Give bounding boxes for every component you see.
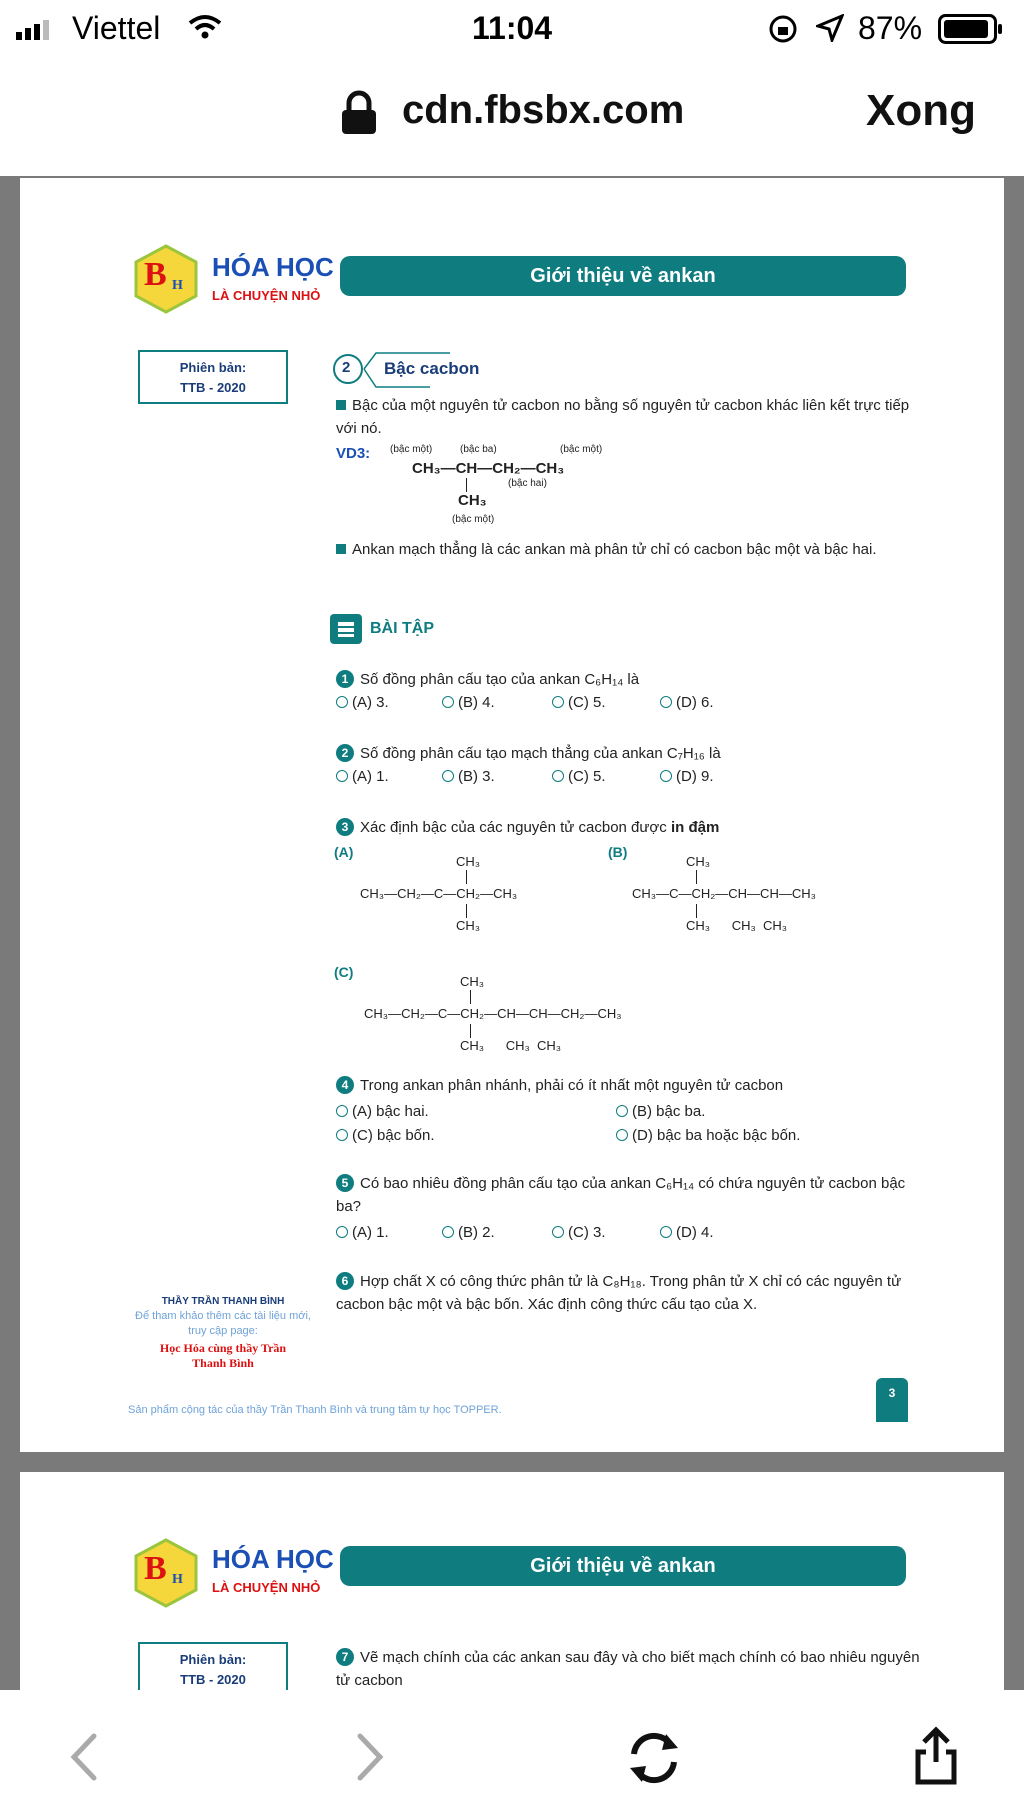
clock: 11:04 xyxy=(472,10,553,46)
q5-option-a[interactable]: (A) 1. xyxy=(336,1224,442,1241)
forward-icon[interactable] xyxy=(352,1732,388,1787)
q1-options xyxy=(336,694,760,711)
document-page-1 xyxy=(20,178,1004,1452)
question-number: 2 xyxy=(336,744,354,762)
refresh-icon[interactable] xyxy=(626,1730,682,1791)
question-text: Số đồng phân cấu tạo mạch thẳng của ankan C₇H₁₆ là xyxy=(360,745,721,762)
version-box xyxy=(138,350,288,404)
logo-letter-h: H xyxy=(172,1572,183,1587)
question-7 xyxy=(336,1646,926,1690)
q1-option-c[interactable]: (C) 5. xyxy=(552,694,660,711)
version-label: Phiên bản: xyxy=(179,360,247,375)
branch-bond xyxy=(466,478,467,492)
question-number: 4 xyxy=(336,1076,354,1094)
carrier-name: Viettel xyxy=(72,10,161,46)
q4-options xyxy=(336,1100,896,1148)
version-value: TTB - 2020 xyxy=(180,1672,246,1687)
q4-option-c[interactable]: (C) bậc bốn. xyxy=(336,1124,616,1148)
structure-b-label: (B) xyxy=(608,844,628,860)
structure-c-top: CH₃ xyxy=(460,974,485,989)
question-5 xyxy=(336,1172,926,1218)
wifi-icon xyxy=(188,14,222,45)
bond-line xyxy=(466,870,467,884)
q5-option-d[interactable]: (D) 4. xyxy=(660,1224,760,1241)
rule-1 xyxy=(336,394,920,440)
structure-c-label: (C) xyxy=(334,964,354,980)
question-4 xyxy=(336,1074,926,1097)
question-6 xyxy=(336,1270,926,1316)
q5-option-c[interactable]: (C) 3. xyxy=(552,1224,660,1241)
exercise-title: BÀI TẬP xyxy=(370,620,434,637)
question-number: 7 xyxy=(336,1648,354,1666)
logo-letter-b: B xyxy=(144,256,167,293)
rotation-lock-icon xyxy=(768,14,798,49)
document-page-2 xyxy=(20,1472,1004,1690)
question-number: 5 xyxy=(336,1174,354,1192)
question-bold-text: in đậm xyxy=(670,819,720,836)
done-button[interactable]: Xong xyxy=(866,86,976,135)
c4-degree: (bậc một) xyxy=(560,444,603,455)
structure-a-label: (A) xyxy=(334,844,354,860)
q2-option-b[interactable]: (B) 3. xyxy=(442,768,552,785)
bottom-toolbar xyxy=(0,1690,1024,1820)
page-number: 3 xyxy=(876,1378,908,1422)
bond-line xyxy=(466,904,467,918)
question-text: Xác định bậc của các nguyên tử cacbon được xyxy=(360,819,667,836)
share-icon[interactable] xyxy=(912,1724,960,1793)
question-number: 6 xyxy=(336,1272,354,1290)
structure-a-bottom: CH₃ xyxy=(456,918,481,933)
structure-b-bottom: CH₃ CH₃ CH₃ xyxy=(686,918,788,933)
q5-option-b[interactable]: (B) 2. xyxy=(442,1224,552,1241)
chapter-banner: Giới thiệu về ankan xyxy=(340,1546,906,1586)
book-icon xyxy=(330,614,362,644)
version-box xyxy=(138,1642,288,1690)
q2-option-a[interactable]: (A) 1. xyxy=(336,768,442,785)
question-1 xyxy=(336,668,639,691)
url-text[interactable]: cdn.fbsbx.com xyxy=(402,88,685,132)
author-note-text: Để tham khảo thêm các tài liệu mới, truy cập page: xyxy=(135,1310,311,1337)
brand-title: HÓA HỌC xyxy=(212,252,334,282)
battery-percent: 87% xyxy=(858,10,923,46)
facebook-page-link[interactable]: Học Hóa cùng thầy Trần Thanh Bình xyxy=(159,1341,287,1370)
main-chain: CH₃—CH—CH₂—CH₃ xyxy=(412,460,565,477)
document-viewer[interactable] xyxy=(0,176,1024,1690)
structure-c-bottom: CH₃ CH₃ CH₃ xyxy=(460,1038,562,1053)
rule-1-text: Bậc của một nguyên tử cacbon no bằng số nguyên tử cacbon khác liên kết trực tiếp với nó. xyxy=(336,397,910,437)
question-text: Trong ankan phân nhánh, phải có ít nhất một nguyên tử cacbon xyxy=(360,1077,784,1094)
question-text: Vẽ mạch chính của các ankan sau đây và cho biết mạch chính có bao nhiêu nguyên tử cacbon xyxy=(336,1649,920,1689)
q5-options xyxy=(336,1224,760,1241)
q1-option-a[interactable]: (A) 3. xyxy=(336,694,442,711)
q4-option-d[interactable]: (D) bậc ba hoặc bậc bốn. xyxy=(616,1124,896,1148)
q2-option-d[interactable]: (D) 9. xyxy=(660,768,760,785)
bond-line xyxy=(696,870,697,884)
rule-2 xyxy=(336,538,920,561)
lock-icon xyxy=(340,90,378,141)
bond-line xyxy=(470,1024,471,1038)
branch-group: CH₃ xyxy=(458,492,487,509)
branch-degree: (bậc một) xyxy=(452,514,495,525)
chapter-banner: Giới thiệu về ankan xyxy=(340,256,906,296)
version-value: TTB - 2020 xyxy=(180,380,246,395)
status-bar xyxy=(0,0,1024,56)
c1-degree: (bậc một) xyxy=(390,444,433,455)
bullet-icon xyxy=(336,400,346,410)
structure-a-top: CH₃ xyxy=(456,854,481,869)
logo-letter-b: B xyxy=(144,1550,167,1587)
question-2 xyxy=(336,742,721,765)
structure-c-chain: CH₃—CH₂—C—CH₂—CH—CH—CH₂—CH₃ xyxy=(364,1006,622,1021)
question-text: Hợp chất X có công thức phân tử là C₈H₁₈. Trong phân tử X chỉ có các nguyên tử cacbon bậc một và bậc bốn. Xác định công thức cấu tạo của X. xyxy=(336,1273,902,1313)
question-3 xyxy=(336,816,719,839)
question-text: Có bao nhiêu đồng phân cấu tạo của ankan C₆H₁₄ có chứa nguyên tử cacbon bậc ba? xyxy=(336,1175,906,1215)
q2-options xyxy=(336,768,760,785)
bullet-icon xyxy=(336,544,346,554)
brand-title: HÓA HỌC xyxy=(212,1544,334,1574)
brand-subtitle: LÀ CHUYỆN NHỎ xyxy=(212,288,321,303)
logo-icon xyxy=(134,244,198,314)
logo-letter-h: H xyxy=(172,278,183,293)
brand-subtitle: LÀ CHUYỆN NHỎ xyxy=(212,1580,321,1595)
logo-icon xyxy=(134,1538,198,1608)
back-icon[interactable] xyxy=(66,1732,102,1787)
q1-option-d[interactable]: (D) 6. xyxy=(660,694,760,711)
q4-option-b[interactable]: (B) bậc ba. xyxy=(616,1100,896,1124)
author-name: THẦY TRẦN THANH BÌNH xyxy=(161,1296,285,1307)
signal-icon xyxy=(16,20,56,45)
example-label: VD3: xyxy=(336,445,371,462)
section-number: 2 xyxy=(342,359,351,376)
c3-degree: (bậc hai) xyxy=(508,478,547,489)
bond-line xyxy=(696,904,697,918)
structure-b-chain: CH₃—C—CH₂—CH—CH—CH₃ xyxy=(632,886,816,901)
q2-option-c[interactable]: (C) 5. xyxy=(552,768,660,785)
question-number: 3 xyxy=(336,818,354,836)
page-footer: Sản phẩm cộng tác của thầy Trần Thanh Bình và trung tâm tự học TOPPER. xyxy=(128,1404,502,1416)
c2-degree: (bậc ba) xyxy=(460,444,497,455)
section-title: Bậc cacbon xyxy=(384,359,480,378)
version-label: Phiên bản: xyxy=(179,1652,247,1667)
location-icon xyxy=(816,14,844,47)
battery-icon xyxy=(938,14,1004,49)
author-note xyxy=(128,1296,318,1371)
q4-option-a[interactable]: (A) bậc hai. xyxy=(336,1100,616,1124)
bond-line xyxy=(470,990,471,1004)
q1-option-b[interactable]: (B) 4. xyxy=(442,694,552,711)
rule-2-text: Ankan mạch thẳng là các ankan mà phân tử chỉ có cacbon bậc một và bậc hai. xyxy=(352,541,877,558)
structure-b-top: CH₃ xyxy=(686,854,711,869)
question-text: Số đồng phân cấu tạo của ankan C₆H₁₄ là xyxy=(360,671,640,688)
question-number: 1 xyxy=(336,670,354,688)
structure-a-chain: CH₃—CH₂—C—CH₂—CH₃ xyxy=(360,886,518,901)
